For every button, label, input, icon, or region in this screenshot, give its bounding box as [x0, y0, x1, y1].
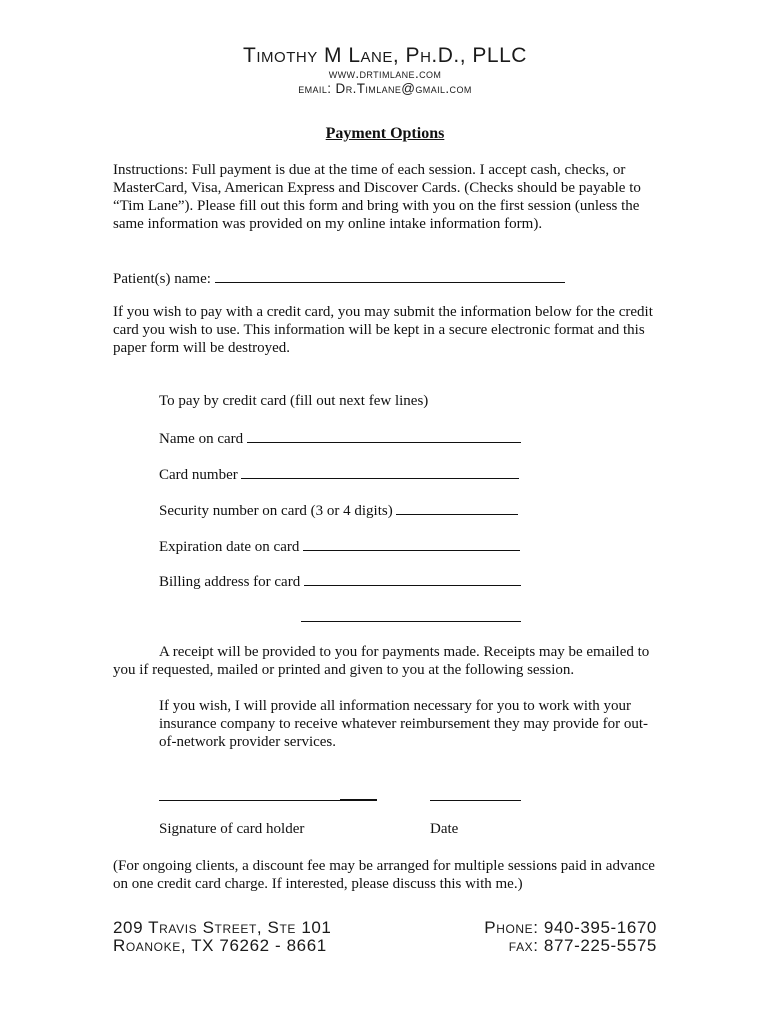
card-number-label: Card number [159, 467, 238, 483]
billing-address-row [159, 571, 521, 591]
fax-number: fax: 877-225-5575 [508, 936, 657, 955]
card-name-row [159, 428, 521, 448]
credit-card-heading: To pay by credit card (fill out next few lines) [159, 393, 429, 409]
address-line2: Roanoke, TX 76262 - 8661 [113, 936, 327, 955]
page-title: Payment Options [325, 125, 445, 142]
practice-website: www.drtimlane.com [328, 66, 442, 81]
address-line1: 209 Travis Street, Ste 101 [113, 918, 332, 937]
card-name-field[interactable] [247, 428, 521, 443]
phone-number: Phone: 940-395-1670 [484, 918, 657, 937]
date-label: Date [430, 821, 459, 837]
security-number-row [159, 500, 518, 520]
card-number-field[interactable] [241, 464, 519, 479]
billing-address-field[interactable] [304, 571, 521, 586]
instructions-paragraph: Instructions: Full payment is due at the time of each session. I accept cash, checks, or MasterCard, Visa, American Express and Discover Cards. (Checks should be payable to “Tim Lane”). Please fill out this form and bring with you on the first session (unless the same information was provided on my online intake information form). [113, 162, 641, 232]
patient-name-row [113, 268, 565, 288]
card-number-row [159, 464, 519, 484]
discount-note: (For ongoing clients, a discount fee may be arranged for multiple sessions paid in advance on one credit card charge. If interested, please discuss this with me.) [113, 858, 655, 892]
receipt-paragraph: A receipt will be provided to you for payments made. Receipts may be emailed to you if requested, mailed or printed and given to you at the following session. [113, 644, 650, 678]
expiration-date-row [159, 536, 520, 556]
expiration-date-field[interactable] [303, 536, 520, 551]
date-field[interactable] [430, 800, 521, 801]
insurance-paragraph: If you wish, I will provide all information necessary for you to work with your insurance company to receive whatever reimbursement they may provide for out-of-network provider services. [159, 698, 648, 750]
signature-field[interactable] [159, 800, 377, 801]
billing-address-label: Billing address for card [159, 574, 301, 590]
security-number-label: Security number on card (3 or 4 digits) [159, 503, 393, 519]
patient-name-field[interactable] [215, 268, 565, 283]
practice-name: Timothy M Lane, Ph.D., PLLC [243, 44, 527, 67]
expiration-date-label: Expiration date on card [159, 539, 300, 555]
security-number-field[interactable] [396, 500, 518, 515]
signature-label: Signature of card holder [159, 821, 305, 837]
patient-name-label: Patient(s) name: [113, 271, 211, 287]
card-name-label: Name on card [159, 431, 244, 447]
billing-address-field-line2[interactable] [301, 607, 521, 622]
signature-line-divider [340, 799, 377, 800]
credit-card-intro-paragraph: If you wish to pay with a credit card, you may submit the information below for the credit card you wish to use. This information will be kept in a secure electronic format and this paper form will be destroyed. [113, 304, 653, 356]
practice-email: email: Dr.Timlane@gmail.com [298, 81, 472, 96]
